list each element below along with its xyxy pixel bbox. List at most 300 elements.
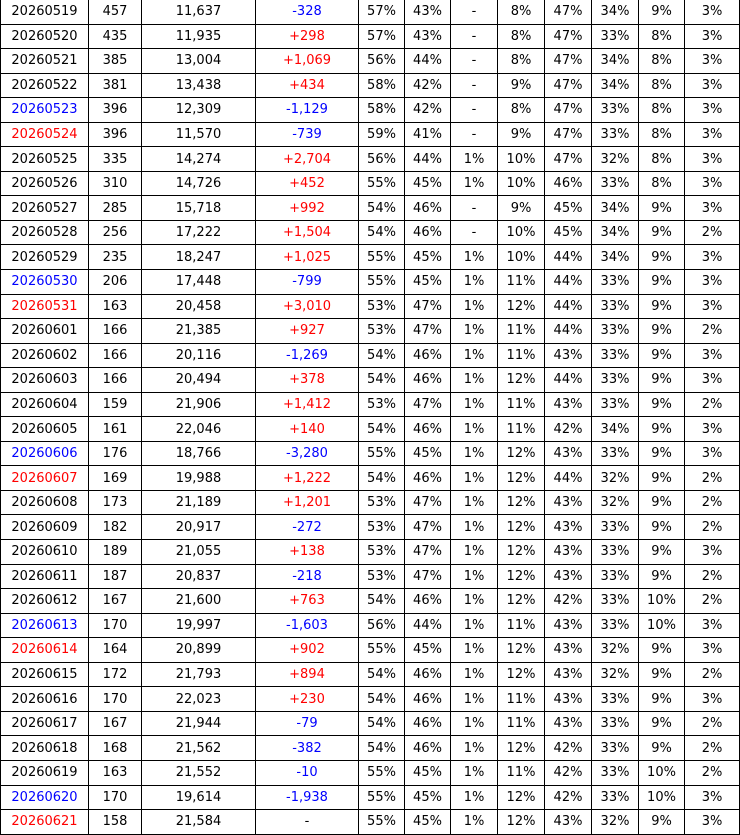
- pct-cell-4: 10%: [498, 147, 545, 172]
- table-row: [1, 196, 740, 221]
- pct-cell-6: 33%: [592, 736, 639, 761]
- pct-cell-1: 56%: [359, 49, 405, 74]
- table-row: [1, 122, 740, 147]
- pct-cell-7: 8%: [639, 24, 685, 49]
- pct-cell-6: 33%: [592, 540, 639, 565]
- pct-cell-7: 8%: [639, 171, 685, 196]
- pct-cell-7: 9%: [639, 711, 685, 736]
- table-row: [1, 171, 740, 196]
- pct-cell-6: 33%: [592, 564, 639, 589]
- pct-cell-2: 45%: [405, 638, 451, 663]
- pct-cell-1: 54%: [359, 466, 405, 491]
- pct-cell-7: 9%: [639, 0, 685, 24]
- date-cell: 20260606: [1, 441, 89, 466]
- rank-cell: 159: [89, 392, 142, 417]
- date-cell: 20260602: [1, 343, 89, 368]
- pct-cell-8: 3%: [685, 343, 740, 368]
- pct-cell-4: 12%: [498, 785, 545, 810]
- count-cell: 21,944: [142, 711, 256, 736]
- table-row: [1, 245, 740, 270]
- rank-cell: 381: [89, 73, 142, 98]
- pct-cell-7: 9%: [639, 515, 685, 540]
- pct-cell-1: 55%: [359, 638, 405, 663]
- pct-cell-5: 42%: [545, 785, 592, 810]
- pct-cell-8: 2%: [685, 564, 740, 589]
- pct-cell-7: 9%: [639, 736, 685, 761]
- pct-cell-1: 55%: [359, 785, 405, 810]
- pct-cell-1: 55%: [359, 171, 405, 196]
- pct-cell-2: 47%: [405, 564, 451, 589]
- pct-cell-6: 33%: [592, 171, 639, 196]
- rank-cell: 170: [89, 613, 142, 638]
- date-cell: 20260524: [1, 122, 89, 147]
- count-cell: 14,726: [142, 171, 256, 196]
- pct-cell-6: 32%: [592, 638, 639, 663]
- pct-cell-7: 9%: [639, 540, 685, 565]
- count-cell: 14,274: [142, 147, 256, 172]
- pct-cell-8: 3%: [685, 122, 740, 147]
- change-cell: -10: [256, 760, 359, 785]
- pct-cell-4: 11%: [498, 270, 545, 295]
- pct-cell-6: 33%: [592, 392, 639, 417]
- pct-cell-4: 12%: [498, 589, 545, 614]
- count-cell: 22,046: [142, 417, 256, 442]
- pct-cell-3: 1%: [451, 589, 498, 614]
- pct-cell-2: 47%: [405, 392, 451, 417]
- date-cell: 20260530: [1, 270, 89, 295]
- pct-cell-7: 10%: [639, 613, 685, 638]
- pct-cell-8: 3%: [685, 417, 740, 442]
- change-cell: -79: [256, 711, 359, 736]
- count-cell: 20,899: [142, 638, 256, 663]
- pct-cell-8: 2%: [685, 589, 740, 614]
- pct-cell-7: 9%: [639, 220, 685, 245]
- table-row: [1, 319, 740, 344]
- rank-cell: 164: [89, 638, 142, 663]
- pct-cell-6: 33%: [592, 343, 639, 368]
- pct-cell-8: 2%: [685, 466, 740, 491]
- pct-cell-3: 1%: [451, 171, 498, 196]
- date-cell: 20260529: [1, 245, 89, 270]
- table-row: [1, 613, 740, 638]
- pct-cell-4: 12%: [498, 515, 545, 540]
- pct-cell-1: 56%: [359, 613, 405, 638]
- pct-cell-7: 9%: [639, 270, 685, 295]
- date-cell: 20260610: [1, 540, 89, 565]
- pct-cell-3: 1%: [451, 319, 498, 344]
- pct-cell-6: 33%: [592, 319, 639, 344]
- pct-cell-7: 10%: [639, 589, 685, 614]
- pct-cell-3: 1%: [451, 810, 498, 835]
- date-cell: 20260605: [1, 417, 89, 442]
- date-cell: 20260618: [1, 736, 89, 761]
- pct-cell-8: 3%: [685, 0, 740, 24]
- table-row: [1, 98, 740, 123]
- change-cell: -: [256, 810, 359, 835]
- rank-cell: 158: [89, 810, 142, 835]
- pct-cell-3: -: [451, 122, 498, 147]
- pct-cell-3: 1%: [451, 638, 498, 663]
- rank-cell: 167: [89, 589, 142, 614]
- pct-cell-5: 43%: [545, 441, 592, 466]
- date-cell: 20260528: [1, 220, 89, 245]
- change-cell: +3,010: [256, 294, 359, 319]
- pct-cell-3: 1%: [451, 785, 498, 810]
- pct-cell-2: 44%: [405, 49, 451, 74]
- table-row: [1, 662, 740, 687]
- pct-cell-5: 44%: [545, 270, 592, 295]
- pct-cell-5: 44%: [545, 294, 592, 319]
- rank-cell: 385: [89, 49, 142, 74]
- pct-cell-5: 43%: [545, 638, 592, 663]
- pct-cell-8: 2%: [685, 711, 740, 736]
- pct-cell-3: 1%: [451, 368, 498, 393]
- pct-cell-6: 33%: [592, 122, 639, 147]
- pct-cell-3: 1%: [451, 760, 498, 785]
- pct-cell-6: 34%: [592, 220, 639, 245]
- rank-cell: 176: [89, 441, 142, 466]
- change-cell: +298: [256, 24, 359, 49]
- pct-cell-2: 46%: [405, 220, 451, 245]
- pct-cell-3: -: [451, 196, 498, 221]
- pct-cell-1: 53%: [359, 515, 405, 540]
- pct-cell-2: 46%: [405, 196, 451, 221]
- change-cell: +230: [256, 687, 359, 712]
- rank-cell: 187: [89, 564, 142, 589]
- rank-cell: 166: [89, 368, 142, 393]
- rank-cell: 161: [89, 417, 142, 442]
- rank-cell: 163: [89, 294, 142, 319]
- pct-cell-1: 54%: [359, 368, 405, 393]
- table-row: [1, 73, 740, 98]
- change-cell: +378: [256, 368, 359, 393]
- table-row: [1, 417, 740, 442]
- table-row: [1, 736, 740, 761]
- count-cell: 12,309: [142, 98, 256, 123]
- pct-cell-2: 44%: [405, 147, 451, 172]
- change-cell: -218: [256, 564, 359, 589]
- pct-cell-5: 43%: [545, 662, 592, 687]
- count-cell: 18,247: [142, 245, 256, 270]
- change-cell: -1,938: [256, 785, 359, 810]
- change-cell: +927: [256, 319, 359, 344]
- table-row: [1, 466, 740, 491]
- date-cell: 20260616: [1, 687, 89, 712]
- pct-cell-8: 3%: [685, 73, 740, 98]
- date-cell: 20260521: [1, 49, 89, 74]
- pct-cell-8: 3%: [685, 171, 740, 196]
- pct-cell-5: 47%: [545, 0, 592, 24]
- pct-cell-3: -: [451, 49, 498, 74]
- pct-cell-5: 44%: [545, 319, 592, 344]
- pct-cell-1: 53%: [359, 564, 405, 589]
- table-row: [1, 540, 740, 565]
- date-cell: 20260608: [1, 490, 89, 515]
- pct-cell-4: 12%: [498, 736, 545, 761]
- pct-cell-1: 58%: [359, 98, 405, 123]
- pct-cell-4: 9%: [498, 122, 545, 147]
- pct-cell-1: 56%: [359, 147, 405, 172]
- pct-cell-5: 44%: [545, 245, 592, 270]
- pct-cell-7: 8%: [639, 122, 685, 147]
- pct-cell-1: 53%: [359, 319, 405, 344]
- pct-cell-8: 2%: [685, 736, 740, 761]
- pct-cell-7: 9%: [639, 245, 685, 270]
- pct-cell-8: 3%: [685, 49, 740, 74]
- pct-cell-7: 9%: [639, 294, 685, 319]
- pct-cell-4: 12%: [498, 294, 545, 319]
- pct-cell-3: 1%: [451, 490, 498, 515]
- pct-cell-2: 45%: [405, 245, 451, 270]
- pct-cell-3: 1%: [451, 270, 498, 295]
- rank-cell: 206: [89, 270, 142, 295]
- pct-cell-3: 1%: [451, 613, 498, 638]
- pct-cell-3: 1%: [451, 736, 498, 761]
- pct-cell-7: 9%: [639, 638, 685, 663]
- pct-cell-6: 34%: [592, 245, 639, 270]
- pct-cell-2: 47%: [405, 294, 451, 319]
- rank-cell: 163: [89, 760, 142, 785]
- pct-cell-7: 8%: [639, 49, 685, 74]
- change-cell: +992: [256, 196, 359, 221]
- change-cell: -3,280: [256, 441, 359, 466]
- rank-cell: 310: [89, 171, 142, 196]
- rank-cell: 173: [89, 490, 142, 515]
- pct-cell-5: 43%: [545, 515, 592, 540]
- pct-cell-8: 2%: [685, 662, 740, 687]
- count-cell: 19,988: [142, 466, 256, 491]
- pct-cell-1: 53%: [359, 490, 405, 515]
- pct-cell-5: 42%: [545, 736, 592, 761]
- count-cell: 21,385: [142, 319, 256, 344]
- pct-cell-2: 46%: [405, 662, 451, 687]
- count-cell: 21,552: [142, 760, 256, 785]
- pct-cell-3: -: [451, 24, 498, 49]
- pct-cell-7: 9%: [639, 687, 685, 712]
- pct-cell-4: 10%: [498, 245, 545, 270]
- pct-cell-8: 3%: [685, 24, 740, 49]
- change-cell: +452: [256, 171, 359, 196]
- pct-cell-3: -: [451, 98, 498, 123]
- table-row: [1, 564, 740, 589]
- change-cell: +902: [256, 638, 359, 663]
- table-row: [1, 638, 740, 663]
- pct-cell-3: 1%: [451, 343, 498, 368]
- pct-cell-6: 32%: [592, 810, 639, 835]
- change-cell: -1,129: [256, 98, 359, 123]
- pct-cell-4: 12%: [498, 490, 545, 515]
- pct-cell-4: 11%: [498, 319, 545, 344]
- pct-cell-5: 42%: [545, 589, 592, 614]
- pct-cell-1: 53%: [359, 392, 405, 417]
- table-row: [1, 343, 740, 368]
- pct-cell-8: 3%: [685, 98, 740, 123]
- pct-cell-2: 46%: [405, 343, 451, 368]
- rank-cell: 172: [89, 662, 142, 687]
- date-cell: 20260617: [1, 711, 89, 736]
- pct-cell-8: 3%: [685, 687, 740, 712]
- pct-cell-2: 45%: [405, 785, 451, 810]
- pct-cell-1: 55%: [359, 441, 405, 466]
- pct-cell-6: 33%: [592, 515, 639, 540]
- date-cell: 20260523: [1, 98, 89, 123]
- count-cell: 21,584: [142, 810, 256, 835]
- pct-cell-4: 12%: [498, 564, 545, 589]
- pct-cell-3: 1%: [451, 147, 498, 172]
- pct-cell-4: 9%: [498, 73, 545, 98]
- pct-cell-3: 1%: [451, 711, 498, 736]
- count-cell: 20,837: [142, 564, 256, 589]
- table-row: [1, 0, 740, 24]
- rank-cell: 435: [89, 24, 142, 49]
- date-cell: 20260603: [1, 368, 89, 393]
- count-cell: 19,614: [142, 785, 256, 810]
- pct-cell-2: 41%: [405, 122, 451, 147]
- date-cell: 20260609: [1, 515, 89, 540]
- pct-cell-8: 3%: [685, 294, 740, 319]
- pct-cell-1: 54%: [359, 196, 405, 221]
- pct-cell-2: 47%: [405, 515, 451, 540]
- date-cell: 20260615: [1, 662, 89, 687]
- pct-cell-6: 33%: [592, 368, 639, 393]
- table-row: [1, 220, 740, 245]
- pct-cell-4: 11%: [498, 687, 545, 712]
- pct-cell-5: 43%: [545, 687, 592, 712]
- pct-cell-6: 32%: [592, 466, 639, 491]
- pct-cell-4: 10%: [498, 220, 545, 245]
- pct-cell-6: 33%: [592, 760, 639, 785]
- pct-cell-6: 33%: [592, 785, 639, 810]
- pct-cell-4: 9%: [498, 196, 545, 221]
- pct-cell-1: 55%: [359, 245, 405, 270]
- pct-cell-1: 57%: [359, 24, 405, 49]
- pct-cell-4: 12%: [498, 662, 545, 687]
- pct-cell-8: 2%: [685, 319, 740, 344]
- pct-cell-4: 12%: [498, 810, 545, 835]
- pct-cell-8: 2%: [685, 760, 740, 785]
- pct-cell-8: 2%: [685, 392, 740, 417]
- date-cell: 20260526: [1, 171, 89, 196]
- date-cell: 20260612: [1, 589, 89, 614]
- pct-cell-6: 34%: [592, 196, 639, 221]
- date-cell: 20260520: [1, 24, 89, 49]
- pct-cell-6: 33%: [592, 441, 639, 466]
- pct-cell-8: 3%: [685, 540, 740, 565]
- pct-cell-2: 45%: [405, 270, 451, 295]
- change-cell: -272: [256, 515, 359, 540]
- pct-cell-5: 45%: [545, 220, 592, 245]
- change-cell: +434: [256, 73, 359, 98]
- pct-cell-5: 43%: [545, 343, 592, 368]
- pct-cell-4: 8%: [498, 49, 545, 74]
- pct-cell-3: 1%: [451, 662, 498, 687]
- pct-cell-2: 46%: [405, 368, 451, 393]
- pct-cell-6: 33%: [592, 24, 639, 49]
- pct-cell-4: 8%: [498, 24, 545, 49]
- pct-cell-8: 3%: [685, 441, 740, 466]
- pct-cell-6: 33%: [592, 270, 639, 295]
- pct-cell-8: 3%: [685, 810, 740, 835]
- pct-cell-5: 43%: [545, 564, 592, 589]
- pct-cell-5: 42%: [545, 417, 592, 442]
- table-row: [1, 147, 740, 172]
- pct-cell-5: 43%: [545, 613, 592, 638]
- table-row: [1, 711, 740, 736]
- pct-cell-1: 55%: [359, 810, 405, 835]
- change-cell: +1,201: [256, 490, 359, 515]
- pct-cell-5: 43%: [545, 810, 592, 835]
- pct-cell-8: 2%: [685, 490, 740, 515]
- pct-cell-2: 42%: [405, 98, 451, 123]
- pct-cell-2: 43%: [405, 24, 451, 49]
- pct-cell-7: 9%: [639, 810, 685, 835]
- pct-cell-7: 9%: [639, 368, 685, 393]
- pct-cell-6: 33%: [592, 711, 639, 736]
- date-cell: 20260519: [1, 0, 89, 24]
- pct-cell-1: 54%: [359, 711, 405, 736]
- pct-cell-1: 54%: [359, 417, 405, 442]
- count-cell: 20,116: [142, 343, 256, 368]
- pct-cell-4: 10%: [498, 171, 545, 196]
- rank-cell: 256: [89, 220, 142, 245]
- pct-cell-7: 9%: [639, 343, 685, 368]
- change-cell: +2,704: [256, 147, 359, 172]
- change-cell: -799: [256, 270, 359, 295]
- pct-cell-6: 33%: [592, 589, 639, 614]
- table-row: [1, 490, 740, 515]
- date-cell: 20260613: [1, 613, 89, 638]
- pct-cell-3: 1%: [451, 441, 498, 466]
- table-row: [1, 441, 740, 466]
- pct-cell-7: 9%: [639, 662, 685, 687]
- pct-cell-2: 46%: [405, 589, 451, 614]
- date-cell: 20260607: [1, 466, 89, 491]
- pct-cell-7: 9%: [639, 564, 685, 589]
- pct-cell-2: 46%: [405, 417, 451, 442]
- pct-cell-2: 46%: [405, 711, 451, 736]
- pct-cell-7: 9%: [639, 392, 685, 417]
- change-cell: +1,025: [256, 245, 359, 270]
- pct-cell-5: 43%: [545, 540, 592, 565]
- rank-cell: 396: [89, 98, 142, 123]
- count-cell: 11,935: [142, 24, 256, 49]
- pct-cell-4: 12%: [498, 540, 545, 565]
- pct-cell-8: 3%: [685, 613, 740, 638]
- date-cell: 20260604: [1, 392, 89, 417]
- pct-cell-3: 1%: [451, 245, 498, 270]
- date-cell: 20260614: [1, 638, 89, 663]
- table-row: [1, 392, 740, 417]
- change-cell: -1,603: [256, 613, 359, 638]
- pct-cell-1: 55%: [359, 760, 405, 785]
- pct-cell-8: 3%: [685, 785, 740, 810]
- table-row: [1, 589, 740, 614]
- pct-cell-3: 1%: [451, 515, 498, 540]
- pct-cell-6: 33%: [592, 613, 639, 638]
- table-row: [1, 49, 740, 74]
- table-row: [1, 368, 740, 393]
- pct-cell-3: -: [451, 73, 498, 98]
- pct-cell-8: 3%: [685, 196, 740, 221]
- count-cell: 18,766: [142, 441, 256, 466]
- change-cell: +1,069: [256, 49, 359, 74]
- count-cell: 21,055: [142, 540, 256, 565]
- date-cell: 20260601: [1, 319, 89, 344]
- count-cell: 11,637: [142, 0, 256, 24]
- pct-cell-2: 44%: [405, 613, 451, 638]
- change-cell: +1,504: [256, 220, 359, 245]
- pct-cell-4: 12%: [498, 638, 545, 663]
